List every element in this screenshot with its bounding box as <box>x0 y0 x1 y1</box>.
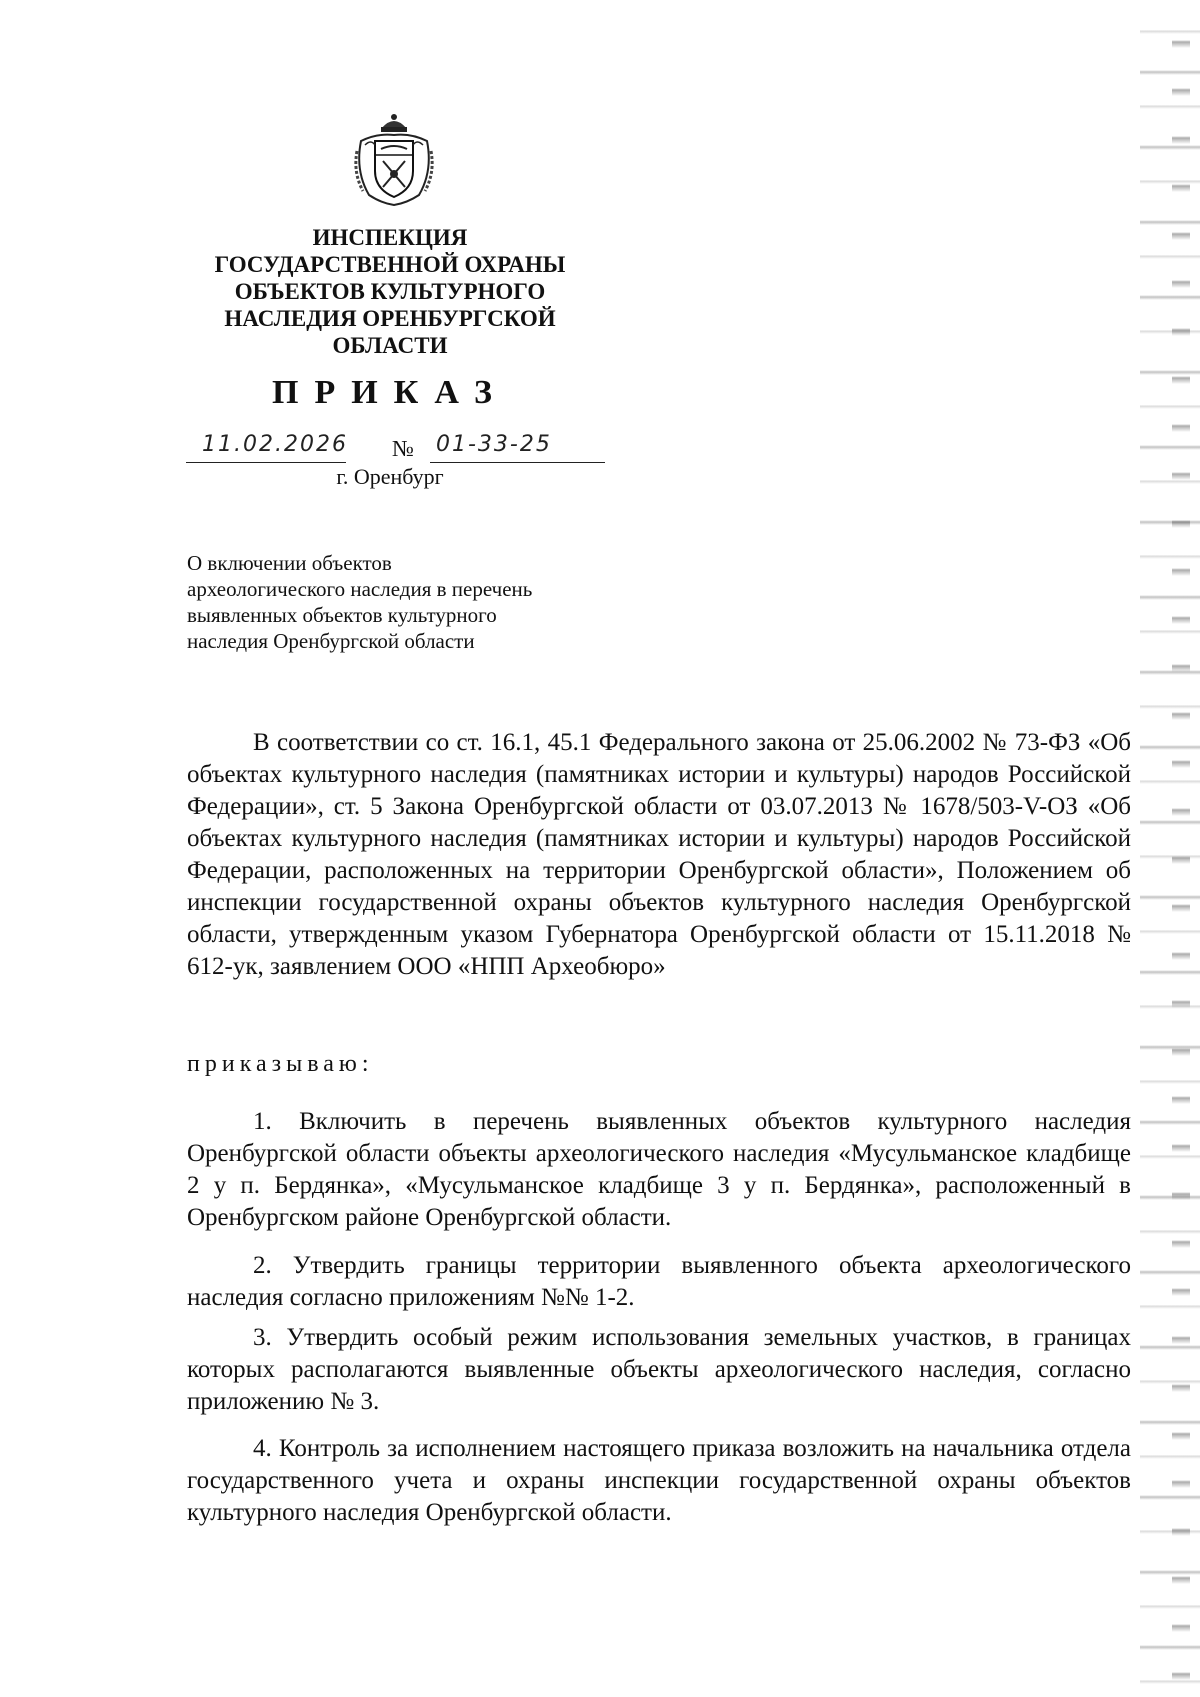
coat-of-arms-emblem <box>351 111 437 207</box>
org-line: ГОСУДАРСТВЕННОЙ ОХРАНЫ <box>214 252 566 277</box>
organization-name <box>180 224 600 359</box>
handwritten-number: 01-33-25 <box>436 432 552 457</box>
subject-line: археологического наследия в перечень <box>187 577 533 601</box>
document-type-title: ПРИКАЗ <box>272 374 508 411</box>
subject-line: О включении объектов <box>187 551 392 575</box>
order-item-4: 4. Контроль за исполнением настоящего приказа возложить на начальника отдела государственного учета и охраны инспекции государственной охраны объектов культурного наследия Оренбургской области. <box>187 1435 1131 1526</box>
number-sign: № <box>392 436 414 461</box>
org-line: ОБЛАСТИ <box>332 333 448 358</box>
order-item-1: 1. Включить в перечень выявленных объектов культурного наследия Оренбургской области объекты археологического наследия «Мусульманское кладбище 2 у п. Бердянка», «Мусульманское кладбище 3 у п. Бердянка», расположенный в Оренбургском районе Оренбургской области. <box>187 1108 1131 1231</box>
subject-line: выявленных объектов культурного <box>187 603 497 627</box>
org-line: ОБЪЕКТОВ КУЛЬТУРНОГО <box>234 279 546 304</box>
order-item-3: 3. Утвердить особый режим использования земельных участков, в границах которых располагаются выявленные объекты археологического наследия, согласно приложению № 3. <box>187 1324 1131 1415</box>
order-item-2: 2. Утвердить границы территории выявленного объекта археологического наследия согласно приложениям №№ 1-2. <box>187 1252 1131 1311</box>
subject-line: наследия Оренбургской области <box>187 629 475 653</box>
handwritten-date: 11.02.2026 <box>202 432 348 457</box>
order-subject <box>187 550 657 654</box>
order-word: приказываю: <box>187 1051 374 1077</box>
scan-edge-artifact <box>1140 0 1200 1697</box>
preamble-paragraph: В соответствии со ст. 16.1, 45.1 Федерального закона от 25.06.2002 № 73-ФЗ «Об объектах культурного наследия (памятниках истории и культуры) народов Российской Федерации», ст. 5 Закона Оренбургской области от 03.07.2013 № 1678/503-V-ОЗ «Об объектах культурного наследия (памятниках истории и культуры) народов Российской Федерации, расположенных на территории Оренбургской области», Положением об инспекции государственной охраны объектов культурного наследия Оренбургской области, утвержденным указом Губернатора Оренбургской области от 15.11.2018 № 612-ук, заявлением ООО «НПП Археобюро» <box>187 729 1131 980</box>
org-line: ИНСПЕКЦИЯ <box>312 225 468 250</box>
city-line: г. Оренбург <box>336 464 444 489</box>
org-line: НАСЛЕДИЯ ОРЕНБУРГСКОЙ <box>224 306 556 331</box>
